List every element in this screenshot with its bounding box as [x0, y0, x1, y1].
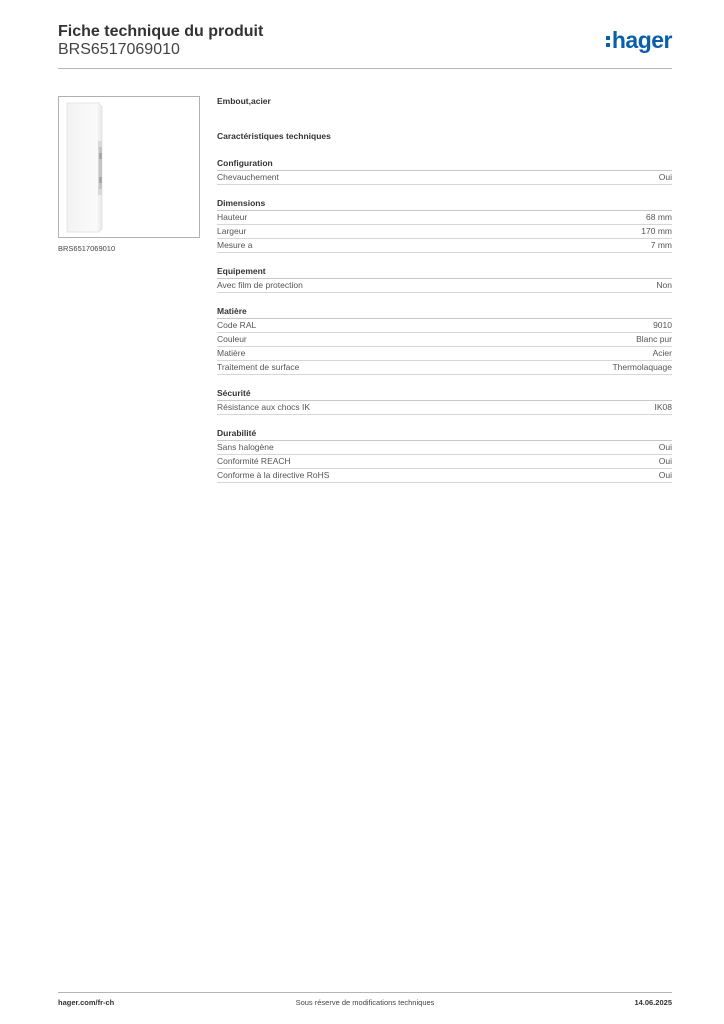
section-material — [217, 305, 672, 375]
spec-value: 68 mm — [646, 212, 672, 222]
spec-label: Résistance aux chocs IK — [217, 402, 311, 412]
product-image-frame — [58, 96, 200, 238]
section-dimensions — [217, 197, 672, 253]
spec-value: Oui — [658, 470, 672, 480]
spec-row — [217, 319, 672, 333]
footer-date: 14.06.2025 — [634, 998, 672, 1007]
product-image-caption: BRS6517069010 — [58, 244, 116, 253]
section-title: Configuration — [217, 157, 672, 171]
section-title: Sécurité — [217, 387, 672, 401]
header-divider — [58, 68, 672, 69]
footer-divider — [58, 992, 672, 993]
footer-notice: Sous réserve de modifications techniques — [295, 998, 435, 1007]
hager-logo[interactable] — [606, 27, 672, 53]
spec-label: Sans halogène — [217, 442, 274, 452]
spec-row — [217, 441, 672, 455]
spec-value: 7 mm — [650, 240, 672, 250]
spec-content — [217, 96, 672, 483]
spec-row — [217, 347, 672, 361]
spec-row — [217, 225, 672, 239]
spec-value: Blanc pur — [636, 334, 672, 344]
spec-value: Non — [656, 280, 672, 290]
spec-row — [217, 455, 672, 469]
spec-row — [217, 211, 672, 225]
product-reference: BRS6517069010 — [58, 41, 180, 58]
spec-row — [217, 279, 672, 293]
spec-label: Hauteur — [217, 212, 248, 222]
spec-value: Oui — [658, 456, 672, 466]
spec-row — [217, 171, 672, 185]
footer-website-link[interactable]: hager.com/fr-ch — [58, 998, 115, 1007]
document-title: Fiche technique du produit — [58, 23, 264, 40]
page-footer — [58, 998, 672, 1012]
section-sustainability — [217, 427, 672, 483]
section-safety — [217, 387, 672, 415]
section-equipment — [217, 265, 672, 293]
section-title: Durabilité — [217, 427, 672, 441]
spec-value: Oui — [658, 442, 672, 452]
spec-label: Avec film de protection — [217, 280, 303, 290]
spec-label: Chevauchement — [217, 172, 279, 182]
spec-value: 170 mm — [641, 226, 672, 236]
section-title: Equipement — [217, 265, 672, 279]
product-end-cap-image — [65, 101, 103, 233]
spec-value: Thermolaquage — [612, 362, 672, 372]
spec-value: Oui — [658, 172, 672, 182]
spec-row — [217, 361, 672, 375]
spec-row — [217, 239, 672, 253]
logo-dots-icon — [606, 36, 610, 47]
page-header — [58, 22, 672, 70]
spec-label: Conformité REACH — [217, 456, 291, 466]
logo-text: hager — [611, 27, 672, 53]
spec-label: Traitement de surface — [217, 362, 300, 372]
technical-characteristics-heading: Caractéristiques techniques — [217, 131, 331, 141]
section-title: Dimensions — [217, 197, 672, 211]
spec-row — [217, 469, 672, 483]
section-configuration — [217, 157, 672, 185]
spec-label: Largeur — [217, 226, 247, 236]
spec-label: Code RAL — [217, 320, 257, 330]
spec-label: Couleur — [217, 334, 247, 344]
spec-label: Mesure a — [217, 240, 253, 250]
spec-value: Acier — [652, 348, 672, 358]
spec-label: Matière — [217, 348, 246, 358]
product-name: Embout,acier — [217, 96, 271, 106]
spec-label: Conforme à la directive RoHS — [217, 470, 330, 480]
spec-row — [217, 401, 672, 415]
spec-value: IK08 — [654, 402, 672, 412]
section-title: Matière — [217, 305, 672, 319]
spec-value: 9010 — [653, 320, 672, 330]
spec-row — [217, 333, 672, 347]
